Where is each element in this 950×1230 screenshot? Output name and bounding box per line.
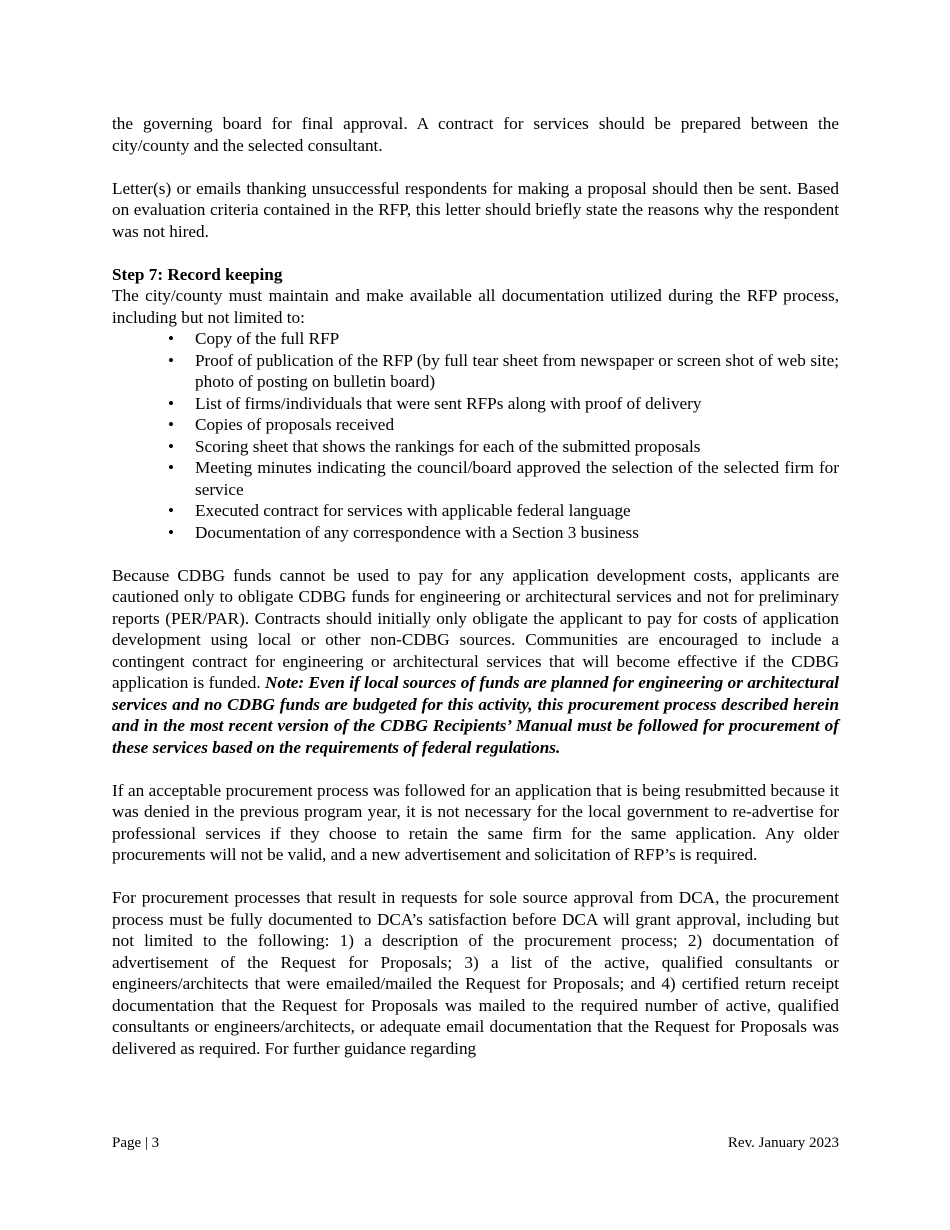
list-item: • Meeting minutes indicating the council/board approved the selection of the selected firm for service [168,458,839,499]
paragraph-cdbg-funds [112,565,839,759]
bullet-icon: • [168,350,175,370]
record-keeping-list [112,328,839,543]
document-body [112,113,839,1059]
bullet-icon: • [168,436,175,456]
bullet-icon: • [168,522,175,542]
list-item: • Copies of proposals received [168,415,395,434]
cdbg-note: Note: Even if local sources of funds are planned for engineering or architectural services and no CDBG funds are budgeted for this activity, this procurement process described herein and in the most recent version of the CDBG Recipients’ Manual must be followed for procurement of these services based on the requirements of federal regulations. [112,673,839,757]
paragraph-sole-source: For procurement processes that result in requests for sole source approval from DCA, the procurement process must be fully documented to DCA’s satisfaction before DCA will grant approval, including but not limited to the following: 1) a description of the procurement process; 2) documentation of advertisement of the Request for Proposals; 3) a list of the active, qualified consultants or engineers/architects that were emailed/mailed the Request for Proposals; and 4) certified return receipt documentation that the Request for Proposals was mailed to the required number of active, qualified consultants or engineers/architects, or adequate email documentation that the Request for Proposals was delivered as required. For further guidance regarding [112,888,839,1058]
paragraph-thank-you-letters: Letter(s) or emails thanking unsuccessful respondents for making a proposal should then be sent. Based on evaluation criteria contained in the RFP, this letter should briefly state the reasons why the respondent was not hired. [112,178,839,241]
page-footer [112,1134,839,1152]
bullet-icon: • [168,458,175,477]
bullet-icon: • [168,501,175,520]
list-item: • Documentation of any correspondence with a Section 3 business [168,522,639,542]
paragraph-approval: the governing board for final approval. A contract for services should be prepared between the city/county and the selected consultant. [112,114,839,155]
bullet-icon: • [168,393,175,413]
step7-intro: The city/county must maintain and make available all documentation utilized during the RFP process, including but not limited to: [112,286,839,327]
list-item: • Copy of the full RFP [168,329,340,348]
bullet-icon: • [168,415,175,434]
page-number: Page | 3 [112,1135,160,1151]
revision-date: Rev. January 2023 [727,1135,839,1151]
list-item: • Executed contract for services with applicable federal language [168,501,631,520]
list-item: • Scoring sheet that shows the rankings for each of the submitted proposals [168,436,701,456]
bullet-icon: • [168,329,175,348]
list-item: • Proof of publication of the RFP (by full tear sheet from newspaper or screen shot of web site; photo of posting on bulletin board) [168,350,839,391]
paragraph-resubmission: If an acceptable procurement process was followed for an application that is being resubmitted because it was denied in the previous program year, it is not necessary for the local government to re-advertise for professional services if they choose to retain the same firm for the same application. Any older procurements will not be valid, and a new advertisement and solicitation of RFP’s is required. [112,780,839,864]
list-item: • List of firms/individuals that were sent RFPs along with proof of delivery [168,393,702,413]
cdbg-text: Because CDBG funds cannot be used to pay for any application development costs, applicants are cautioned only to obligate CDBG funds for engineering or architectural services and not for preliminary reports (PER/PAR). Contracts should initially only obligate the applicant to pay for costs of application development using local or other non-CDBG sources. Communities are encouraged to include a contingent contract for engineering or architectural services that will become effective if the CDBG application is funded. [112,565,839,692]
step7-heading: Step 7: Record keeping [112,264,283,284]
